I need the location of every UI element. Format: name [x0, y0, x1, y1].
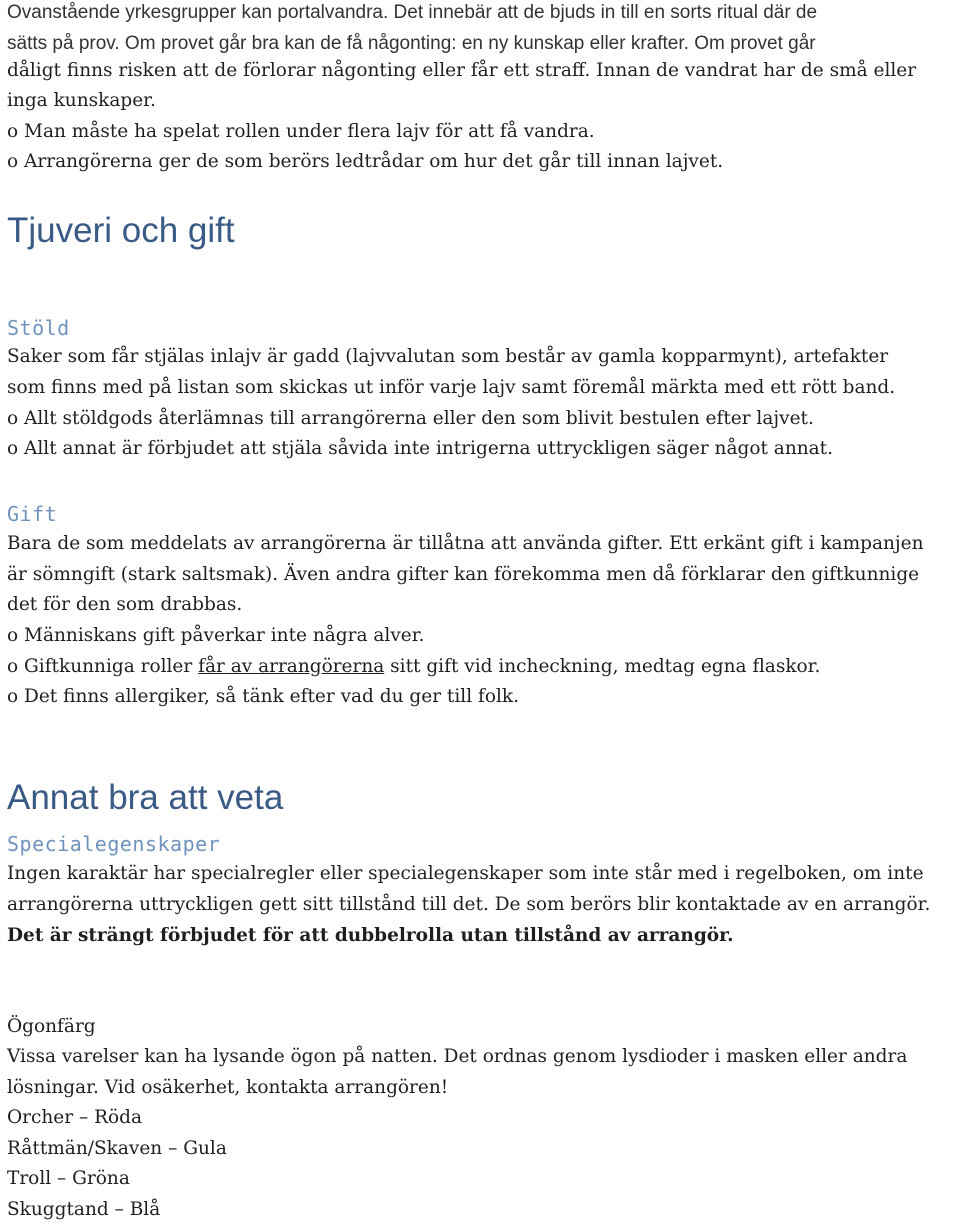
paragraph-line: lösningar. Vid osäkerhet, kontakta arrangören!	[7, 1077, 449, 1098]
list-item	[7, 656, 820, 677]
section-heading-other: Annat bra att veta	[7, 778, 284, 817]
intro-bullet: o Man måste ha spelat rollen under flera lajv för att få vandra.	[7, 121, 595, 142]
intro-line: Ovanstående yrkesgrupper kan portalvandra. Det innebär att de bjuds in till en sorts ritual där de	[7, 2, 818, 23]
paragraph-line: Bara de som meddelats av arrangörerna är tillåtna att använda gifter. Ett erkänt gift i kampanjen	[7, 533, 924, 554]
paragraph-line: Ingen karaktär har specialregler eller specialegenskaper som inte står med i regelboken, om inte	[7, 863, 924, 884]
paragraph-line: är sömngift (stark saltsmak). Även andra gifter kan förekomma men då förklarar den giftkunnige	[7, 564, 920, 585]
list-item-text: o Giftkunniga roller	[7, 656, 199, 677]
list-item: Troll – Gröna	[7, 1168, 130, 1189]
paragraph-line: Vissa varelser kan ha lysande ögon på natten. Det ordnas genom lysdioder i masken eller andra	[7, 1046, 908, 1067]
subheading-gift: Gift	[7, 502, 58, 526]
subheading-special: Specialegenskaper	[7, 832, 221, 856]
section-heading-theft-poison: Tjuveri och gift	[7, 211, 235, 250]
paragraph-line: arrangörerna uttryckligen gett sitt tillstånd till det. De som berörs blir kontaktade av en arrangör.	[7, 894, 931, 915]
intro-line: sätts på prov. Om provet går bra kan de få någonting: en ny kunskap eller krafter. Om provet går	[7, 33, 816, 54]
intro-line: dåligt finns risken att de förlorar någonting eller får ett straff. Innan de vandrat har de små eller	[7, 60, 917, 81]
paragraph-line: det för den som drabbas.	[7, 594, 243, 615]
warning-text: Det är strängt förbjudet för att dubbelrolla utan tillstånd av arrangör.	[7, 925, 734, 946]
list-item: Råttmän/Skaven – Gula	[7, 1138, 227, 1159]
subheading-stold: Stöld	[7, 316, 70, 340]
list-item: Skuggtand – Blå	[7, 1199, 161, 1220]
list-item: Orcher – Röda	[7, 1107, 143, 1128]
list-item: o Allt annat är förbjudet att stjäla såvida inte intrigerna uttryckligen säger något annat.	[7, 438, 833, 459]
subheading-eye-color: Ögonfärg	[7, 1016, 96, 1037]
paragraph-line: som finns med på listan som skickas ut inför varje lajv samt föremål märkta med ett rött band.	[7, 377, 896, 398]
list-item: o Allt stöldgods återlämnas till arrangörerna eller den som blivit bestulen efter lajvet.	[7, 408, 814, 429]
underlined-text: får av arrangörerna	[198, 656, 385, 677]
paragraph-line: Saker som får stjälas inlajv är gadd (lajvvalutan som består av gamla kopparmynt), artefakter	[7, 346, 889, 367]
list-item-text: sitt gift vid incheckning, medtag egna flaskor.	[384, 656, 821, 677]
list-item: o Det finns allergiker, så tänk efter vad du ger till folk.	[7, 686, 519, 707]
intro-line: inga kunskaper.	[7, 90, 156, 111]
list-item: o Människans gift påverkar inte några alver.	[7, 625, 425, 646]
intro-bullet: o Arrangörerna ger de som berörs ledtrådar om hur det går till innan lajvet.	[7, 151, 724, 172]
